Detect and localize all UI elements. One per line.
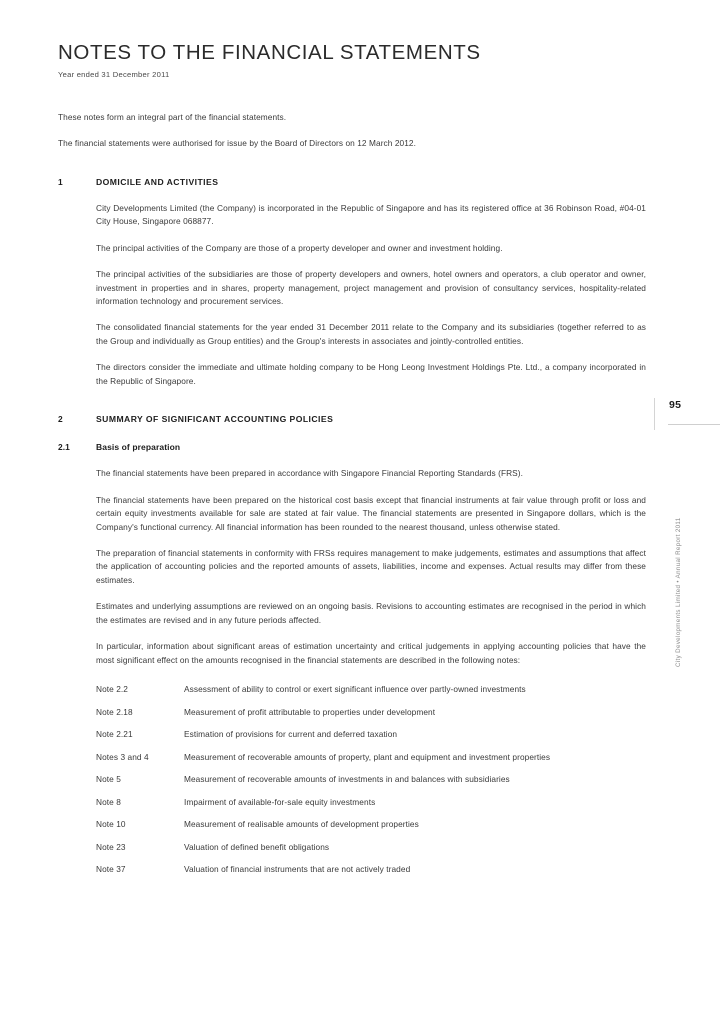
paragraph: The principal activities of the subsidiaries are those of property developers and owners, hotel owners and operators, a club operator and owner, investment in properties and in shares, property management, project management and provision of consultancy services, hospitality-related information technology and procurement services. <box>96 269 646 307</box>
margin-rule-vertical <box>654 398 655 430</box>
critical-judgements-notes-table <box>96 683 646 886</box>
table-row <box>96 773 646 796</box>
section-number: 2.1 <box>58 442 70 453</box>
intro-paragraph-2: The financial statements were authorised for issue by the Board of Directors on 12 March 2012. <box>58 138 417 149</box>
note-description: Measurement of realisable amounts of development properties <box>184 819 419 830</box>
paragraph: The financial statements have been prepared in accordance with Singapore Financial Reporting Standards (FRS). <box>96 468 524 479</box>
note-description: Measurement of recoverable amounts of investments in and balances with subsidiaries <box>184 774 510 785</box>
table-row <box>96 751 646 774</box>
table-row <box>96 818 646 841</box>
paragraph: The preparation of financial statements in conformity with FRSs requires management to make judgements, estimates and assumptions that affect the application of accounting policies and the reported amounts of assets, liabilities, income and expenses. Actual results may differ from these estimates. <box>96 547 646 585</box>
note-reference: Note 2.2 <box>96 684 129 695</box>
paragraph: The directors consider the immediate and ultimate holding company to be Hong Leong Investment Holdings Pte. Ltd., a company incorporated in the Republic of Singapore. <box>96 362 646 386</box>
page-number: 95 <box>669 399 682 411</box>
note-description: Valuation of defined benefit obligations <box>184 841 330 852</box>
section-title: Basis of preparation <box>96 442 181 453</box>
paragraph: City Developments Limited (the Company) is incorporated in the Republic of Singapore and has its registered office at 36 Robinson Road, #04-01 City House, Singapore 068877. <box>96 202 646 227</box>
note-description: Measurement of recoverable amounts of property, plant and equipment and investment properties <box>184 751 551 762</box>
running-footer-credit: City Developments Limited • Annual Report 2011 <box>675 517 682 667</box>
paragraph: Estimates and underlying assumptions are reviewed on an ongoing basis. Revisions to accounting estimates are recognised in the period in which the estimates are revised and in any future periods affected. <box>96 601 646 625</box>
note-reference: Note 8 <box>96 796 121 807</box>
paragraph: The financial statements have been prepared on the historical cost basis except that financial instruments at fair value through profit or loss and certain equity investments available for sale are stated at fair value. The financial statements are presented in Singapore dollars, which is the Company's functional currency. All financial information has been rounded to the nearest thousand, unless otherwise stated. <box>96 494 646 532</box>
note-description: Valuation of financial instruments that are not actively traded <box>184 864 411 875</box>
note-reference: Note 5 <box>96 774 121 785</box>
note-reference: Notes 3 and 4 <box>96 751 149 762</box>
table-row <box>96 796 646 819</box>
note-reference: Note 2.18 <box>96 706 133 717</box>
note-description: Estimation of provisions for current and deferred taxation <box>184 729 398 740</box>
page-title: NOTES TO THE FINANCIAL STATEMENTS <box>58 41 481 64</box>
section-heading-domicile <box>58 177 646 187</box>
page-content <box>58 42 646 886</box>
note-reference: Note 23 <box>96 841 126 852</box>
section-number: 1 <box>58 176 63 187</box>
table-row <box>96 728 646 751</box>
notes-table-body <box>96 683 646 886</box>
table-row <box>96 683 646 706</box>
note-description: Measurement of profit attributable to properties under development <box>184 706 436 717</box>
page-subtitle: Year ended 31 December 2011 <box>58 69 170 79</box>
table-row <box>96 706 646 729</box>
section-body-domicile <box>96 202 646 388</box>
note-reference: Note 10 <box>96 819 126 830</box>
intro-block <box>58 111 646 151</box>
section-heading-basis <box>58 442 646 452</box>
paragraph: In particular, information about significant areas of estimation uncertainty and critical judgements in applying accounting policies that have the most significant effect on the amounts recognised in the financial statements are described in the following notes: <box>96 641 646 665</box>
note-description: Assessment of ability to control or exert significant influence over partly-owned investments <box>184 684 526 695</box>
note-reference: Note 2.21 <box>96 729 133 740</box>
intro-paragraph-1: These notes form an integral part of the financial statements. <box>58 111 287 122</box>
section-number: 2 <box>58 414 63 425</box>
table-row <box>96 841 646 864</box>
section-title: DOMICILE AND ACTIVITIES <box>96 176 219 187</box>
paragraph: The principal activities of the Company are those of a property developer and owner and investment holding. <box>96 242 503 253</box>
note-reference: Note 37 <box>96 864 126 875</box>
paragraph: The consolidated financial statements for the year ended 31 December 2011 relate to the Company and its subsidiaries (together referred to as the Group and individually as Group entities) and the Group's interests in associates and jointly-controlled entities. <box>96 322 646 346</box>
table-row <box>96 863 646 886</box>
section-title: SUMMARY OF SIGNIFICANT ACCOUNTING POLICIES <box>96 414 334 425</box>
margin-rule-horizontal <box>668 424 720 425</box>
section-body-basis <box>96 467 646 667</box>
note-description: Impairment of available-for-sale equity investments <box>184 796 376 807</box>
section-heading-summary <box>58 414 646 424</box>
